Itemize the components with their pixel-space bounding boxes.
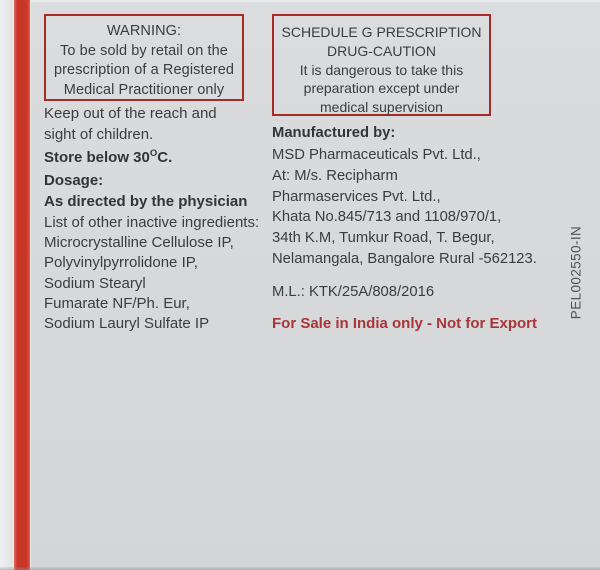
red-stripe — [13, 0, 31, 570]
warning-box — [44, 14, 244, 101]
sale-restriction-notice: For Sale in India only - Not for Export — [272, 315, 538, 332]
keep-out-of-reach-text — [44, 103, 272, 145]
storage-text: Store below 30 — [44, 149, 150, 166]
warning-title: WARNING: — [106, 23, 182, 39]
schedule-caution-line: It is dangerous to take this — [299, 61, 464, 78]
manufactured-by-label: Manufactured by: — [272, 125, 396, 141]
address-line: Pharmaservices Pvt. Ltd., — [272, 188, 441, 205]
dosage-value: As directed by the physician — [44, 193, 248, 210]
ingredient-item: Sodium Lauryl Sulfate IP — [44, 315, 210, 333]
degree-superscript: O — [149, 148, 158, 159]
side-print-code: PEL002550-IN — [568, 225, 584, 320]
inactive-ingredients-list — [44, 233, 272, 334]
keep-out-line: Keep out of the reach and — [44, 105, 217, 122]
address-line: Khata No.845/713 and 1108/970/1, — [272, 209, 502, 226]
manufacturing-license-number: M.L.: KTK/25A/808/2016 — [272, 284, 435, 300]
pack-top-edge — [0, 0, 600, 2]
address-line: 34th K.M, Tumkur Road, T. Begur, — [272, 230, 495, 247]
address-line: Nelamangala, Bangalore Rural -562123. — [272, 250, 537, 267]
address-line: MSD Pharmaceuticals Pvt. Ltd., — [272, 147, 481, 163]
address-line: At: M/s. Recipharm — [272, 167, 398, 184]
warning-line: prescription of a Registered — [53, 62, 235, 78]
left-edge-strip — [0, 0, 13, 570]
storage-text-suffix: C. — [157, 149, 173, 166]
manufacturer-address — [272, 145, 572, 270]
schedule-title-line: SCHEDULE G PRESCRIPTION — [281, 24, 482, 40]
schedule-caution-line: preparation except under — [303, 80, 460, 97]
ingredient-item: Microcrystalline Cellulose IP, — [44, 234, 234, 251]
ingredient-item: Fumarate NF/Ph. Eur, — [44, 294, 190, 312]
ingredient-item: Polyvinylpyrrolidone IP, — [44, 254, 198, 272]
keep-out-line: sight of children. — [44, 126, 154, 143]
schedule-caution-line: medical supervision — [320, 99, 443, 116]
inactive-ingredients-header: List of other inactive ingredients: — [44, 214, 260, 231]
schedule-title-line: DRUG-CAUTION — [327, 42, 436, 59]
storage-instruction — [44, 147, 272, 168]
warning-line: Medical Practitioner only — [63, 81, 225, 98]
dosage-label: Dosage: — [44, 172, 104, 189]
schedule-caution-box — [272, 14, 491, 116]
warning-line: To be sold by retail on the — [60, 42, 228, 59]
ingredient-item: Sodium Stearyl — [44, 274, 146, 292]
